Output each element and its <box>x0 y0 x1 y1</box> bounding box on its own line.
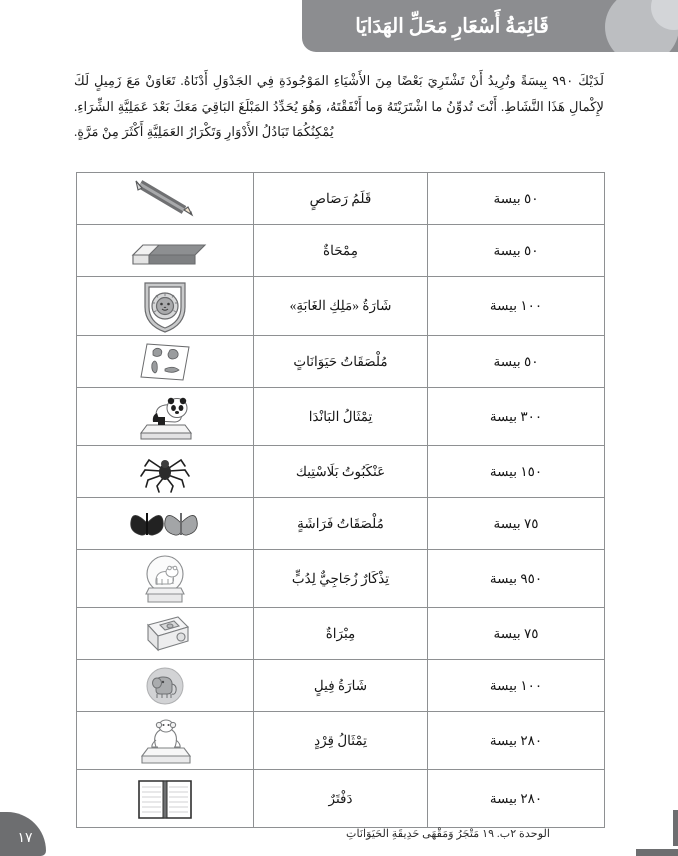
eraser-icon <box>119 231 211 271</box>
item-name-cell: مِبْرَاةٌ <box>254 608 428 660</box>
item-name-cell: مُلْصَقَاتُ حَيَوَانَاتٍ <box>254 336 428 388</box>
item-image-cell <box>77 173 254 225</box>
item-name-cell: قَلَمُ رَصَاصٍ <box>254 173 428 225</box>
table-row <box>77 225 605 277</box>
butterfly-stickers-icon <box>129 505 201 543</box>
price-cell: ١٠٠ بيسة <box>428 660 605 712</box>
item-image-cell <box>77 225 254 277</box>
table-row <box>77 277 605 336</box>
table-row <box>77 770 605 828</box>
page-title: قَائِمَةُ أَسْعَارِ مَحَلِّ الهَدَايَا <box>355 15 549 38</box>
animal-stickers-icon <box>137 340 193 384</box>
table-row <box>77 498 605 550</box>
pencil-icon <box>122 178 208 220</box>
lion-shield-badge-icon <box>139 277 191 335</box>
table-row <box>77 712 605 770</box>
table-row <box>77 446 605 498</box>
edge-marker-bottom <box>636 849 678 856</box>
table-row <box>77 550 605 608</box>
item-name-cell: تِمْثَالُ البَانْدَا <box>254 388 428 446</box>
item-image-cell <box>77 770 254 828</box>
page-number: ١٧ <box>17 831 33 846</box>
price-cell: ٩٥٠ بيسة <box>428 550 605 608</box>
price-cell: ٥٠ بيسة <box>428 336 605 388</box>
item-name-cell: تِذْكَارٌ زُجَاجِيٌّ لِدُبٍّ <box>254 550 428 608</box>
table-row <box>77 608 605 660</box>
monkey-figurine-icon <box>134 714 196 768</box>
item-name-cell: مِمْحَاةٌ <box>254 225 428 277</box>
price-table-body <box>77 173 605 828</box>
item-image-cell <box>77 550 254 608</box>
price-cell: ٧٥ بيسة <box>428 608 605 660</box>
item-image-cell <box>77 660 254 712</box>
table-row <box>77 388 605 446</box>
item-name-cell: شَارَةُ «مَلِكِ الغَابَةِ» <box>254 277 428 336</box>
item-image-cell <box>77 608 254 660</box>
item-name-cell: تِمْثَالُ قِرْدٍ <box>254 712 428 770</box>
notebook-icon <box>134 775 196 823</box>
pencil-sharpener-icon <box>136 613 194 655</box>
table-row <box>77 173 605 225</box>
item-image-cell <box>77 388 254 446</box>
page-header <box>0 0 678 56</box>
price-cell: ١٥٠ بيسة <box>428 446 605 498</box>
item-name-cell: دَفْتَرٌ <box>254 770 428 828</box>
edge-marker-vertical <box>673 810 678 846</box>
panda-figurine-icon <box>133 391 197 443</box>
price-cell: ١٠٠ بيسة <box>428 277 605 336</box>
item-name-cell: شَارَةُ فِيلٍ <box>254 660 428 712</box>
footer-unit-label: الوحدة ٢ب. ١٩ مَتْجَرُ وَمَقْهَى حَدِيقَةِ الحَيَوَانَاتِ <box>345 828 550 840</box>
elephant-badge-icon <box>143 664 187 708</box>
title-banner <box>302 0 678 52</box>
plastic-spider-icon <box>137 450 193 494</box>
item-name-cell: عَنْكَبُوتُ بَلَاسْتِيك <box>254 446 428 498</box>
item-image-cell <box>77 712 254 770</box>
table-row <box>77 336 605 388</box>
price-cell: ٥٠ بيسة <box>428 225 605 277</box>
item-image-cell <box>77 336 254 388</box>
price-cell: ٢٨٠ بيسة <box>428 712 605 770</box>
item-name-cell: مُلْصَقَاتُ فَرَاشَةٍ <box>254 498 428 550</box>
table-row <box>77 660 605 712</box>
price-cell: ٧٥ بيسة <box>428 498 605 550</box>
item-image-cell <box>77 277 254 336</box>
snow-globe-bear-icon <box>140 552 190 606</box>
price-cell: ٥٠ بيسة <box>428 173 605 225</box>
price-list-table <box>76 172 605 828</box>
item-image-cell <box>77 446 254 498</box>
price-cell: ٢٨٠ بيسة <box>428 770 605 828</box>
price-cell: ٣٠٠ بيسة <box>428 388 605 446</box>
item-image-cell <box>77 498 254 550</box>
intro-paragraph: لَدَيْكَ ٩٩٠ بِيسَةً وتُرِيدُ أَنْ تَشْتَرِيَ بَعْضًا مِنَ الأَشْيَاءِ المَوْجُودَةِ فِي الجَدْوَلِ أَدْنَاهُ. تَعَاوَنْ مَعَ زَمِيلٍ لَكَ لإِكْمالِ هَذَا النَّشَاطِ. أَنْتَ تُدوِّنُ ما اشْتَرَيْتَهُ وَما أَنْفَقْتَهُ، وَهُوَ يُحَدِّدُ المَبْلَغَ البَاقِيَ مَعَكَ بَعْدَ عَمَلِيَّةِ الشِّرَاءِ. يُمْكِنُكُمَا تَبَادُلُ الأَدْوَارِ وَتَكْرَارُ العَمَلِيَّةِ أَكْثَرَ مِنْ مَرَّةٍ. <box>74 73 604 140</box>
